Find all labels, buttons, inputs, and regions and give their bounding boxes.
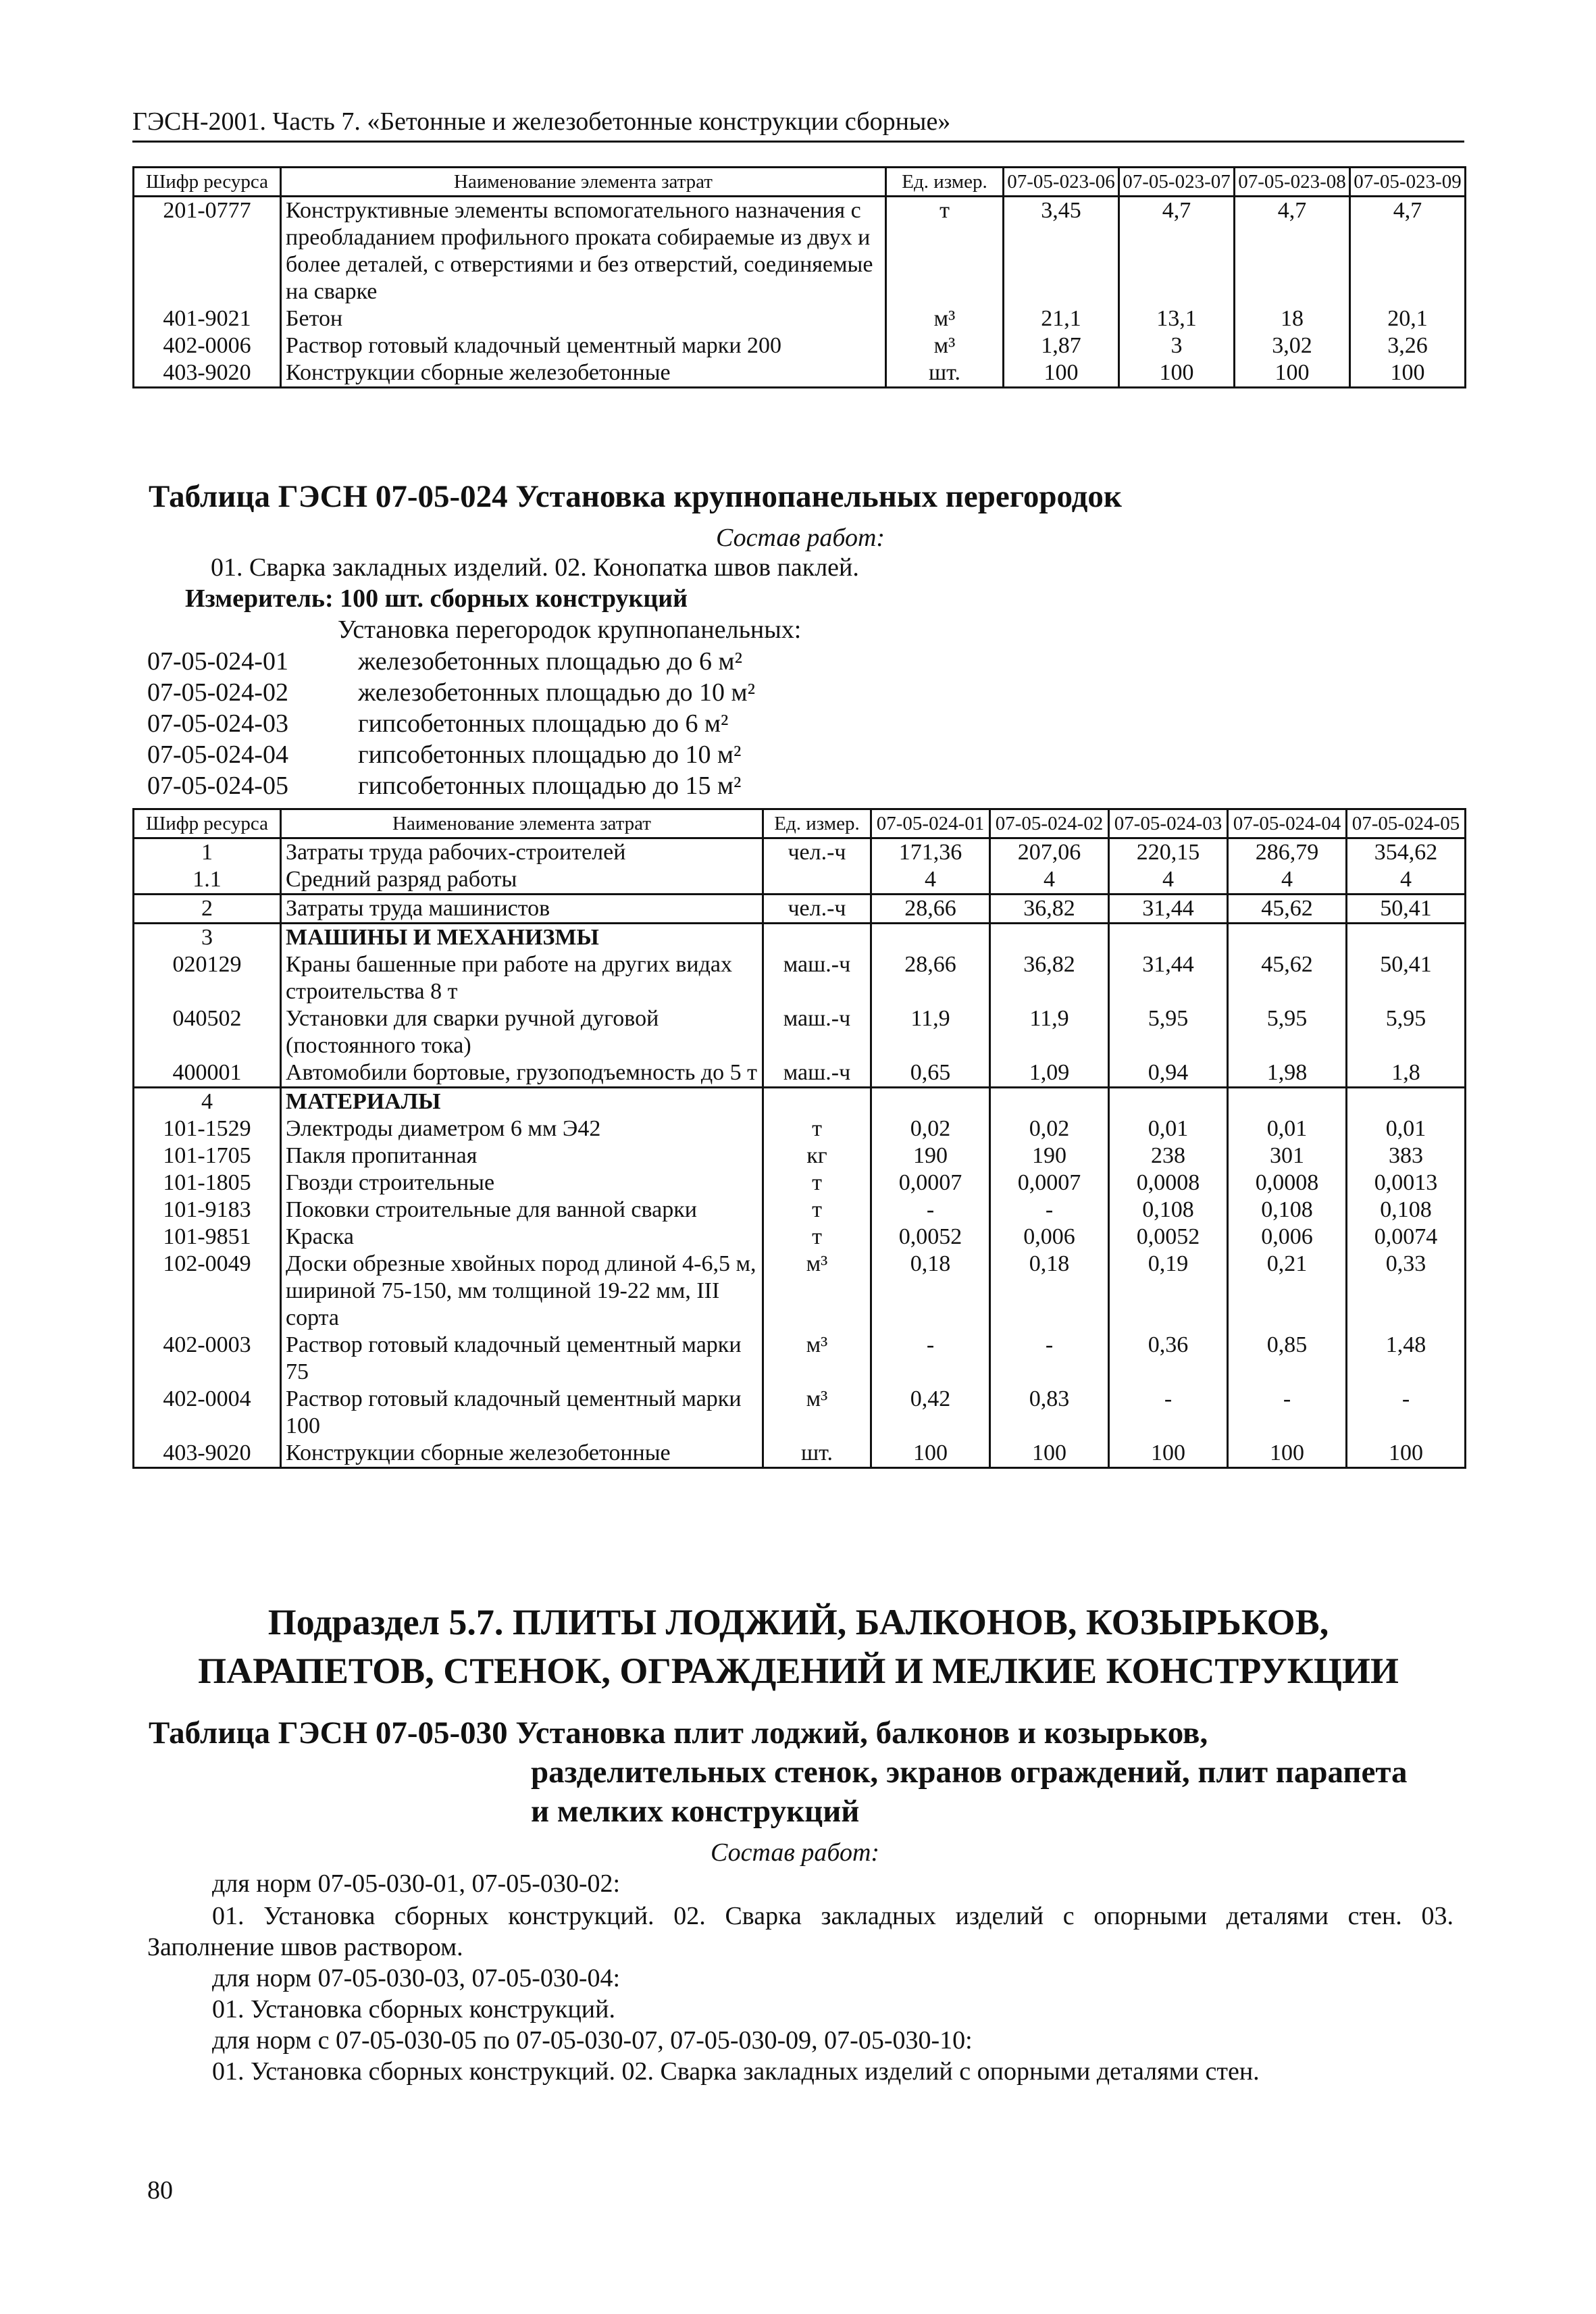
value-cell: 0,01 <box>1347 1115 1466 1142</box>
resource-code: 3 <box>134 924 281 952</box>
cost-element-name: Бетон <box>281 305 886 332</box>
cost-element-name: Поковки строительные для ванной сварки <box>281 1197 763 1224</box>
resource-code: 020129 <box>134 951 281 1005</box>
value-cell: 0,006 <box>990 1224 1109 1251</box>
unit: м³ <box>763 1386 871 1440</box>
value-cell: 45,62 <box>1228 895 1347 924</box>
running-header: ГЭСН-2001. Часть 7. «Бетонные и железобетонные конструкции сборные» <box>132 107 1464 143</box>
value-cell: 171,36 <box>871 838 990 867</box>
value-cell <box>1347 924 1466 952</box>
norm-code: 07-05-024-05 <box>147 772 288 800</box>
value-cell: 3 <box>1119 332 1235 359</box>
column-header: Наименование элемента затрат <box>281 809 763 838</box>
value-cell: 100 <box>1235 359 1350 388</box>
table-header-row <box>134 809 1466 838</box>
unit: т <box>763 1115 871 1142</box>
unit: м³ <box>763 1332 871 1386</box>
value-cell: - <box>1228 1386 1347 1440</box>
group-heading: МАТЕРИАЛЫ <box>281 1088 763 1116</box>
norm-text: гипсобетонных площадью до 10 м² <box>358 740 742 769</box>
unit <box>763 1088 871 1116</box>
table-row <box>134 1088 1466 1116</box>
resource-code: 101-1529 <box>134 1115 281 1142</box>
value-cell: 0,0007 <box>871 1169 990 1197</box>
column-header: 07-05-024-05 <box>1347 809 1466 838</box>
unit <box>763 866 871 895</box>
table-row <box>134 1332 1466 1386</box>
value-cell: 0,0052 <box>1109 1224 1228 1251</box>
value-cell: 0,0008 <box>1228 1169 1347 1197</box>
norm-code: 07-05-024-01 <box>147 647 288 676</box>
value-cell: 0,36 <box>1109 1332 1228 1386</box>
table-row <box>134 332 1466 359</box>
unit <box>763 924 871 952</box>
norm-text: железобетонных площадью до 6 м² <box>358 647 742 676</box>
resource-code: 403-9020 <box>134 359 281 388</box>
value-cell: 100 <box>1004 359 1119 388</box>
resource-code: 402-0003 <box>134 1332 281 1386</box>
value-cell: 3,26 <box>1350 332 1466 359</box>
value-cell: 0,0074 <box>1347 1224 1466 1251</box>
table-row <box>134 1197 1466 1224</box>
column-header: 07-05-023-07 <box>1119 168 1235 197</box>
value-cell: 11,9 <box>990 1005 1109 1059</box>
composition-text: 01. Сварка закладных изделий. 02. Конопатка швов паклей. <box>211 553 859 582</box>
value-cell: 301 <box>1228 1142 1347 1169</box>
value-cell: 18 <box>1235 305 1350 332</box>
unit: маш.-ч <box>763 1005 871 1059</box>
subsection-title-line1: Подраздел 5.7. ПЛИТЫ ЛОДЖИЙ, БАЛКОНОВ, КОЗЫРЬКОВ, <box>267 1602 1329 1642</box>
cost-element-name: Пакля пропитанная <box>281 1142 763 1169</box>
norm-text: гипсобетонных площадью до 6 м² <box>358 709 729 738</box>
value-cell: 100 <box>1347 1440 1466 1468</box>
table-row <box>134 1251 1466 1332</box>
composition-line: Заполнение швов раствором. <box>147 1933 463 1961</box>
value-cell: 3,02 <box>1235 332 1350 359</box>
unit: чел.-ч <box>763 895 871 924</box>
cost-element-name: Раствор готовый кладочный цементный марки 200 <box>281 332 886 359</box>
column-header: 07-05-023-08 <box>1235 168 1350 197</box>
value-cell <box>1109 1088 1228 1116</box>
cost-element-name: Затраты труда машинистов <box>281 895 763 924</box>
unit: м³ <box>886 332 1004 359</box>
table-row <box>134 1386 1466 1440</box>
unit: кг <box>763 1142 871 1169</box>
value-cell: 0,19 <box>1109 1251 1228 1332</box>
value-cell <box>1347 1088 1466 1116</box>
cost-element-name: Доски обрезные хвойных пород длиной 4-6,5 м, шириной 75-150, мм толщиной 19-22 мм, III сорта <box>281 1251 763 1332</box>
table-030-title-line3: и мелких конструкций <box>531 1794 860 1829</box>
value-cell <box>1228 1088 1347 1116</box>
value-cell: 0,01 <box>1109 1115 1228 1142</box>
value-cell: 4,7 <box>1350 197 1466 306</box>
table-024-title: Таблица ГЭСН 07-05-024 Установка крупнопанельных перегородок <box>149 479 1123 514</box>
subsection-title <box>132 1598 1464 1695</box>
resource-code: 400001 <box>134 1059 281 1088</box>
table-030-title-line1: Таблица ГЭСН 07-05-030 Установка плит лоджий, балконов и козырьков, <box>149 1715 1208 1751</box>
value-cell: 13,1 <box>1119 305 1235 332</box>
value-cell: 11,9 <box>871 1005 990 1059</box>
resource-code: 1.1 <box>134 866 281 895</box>
composition-line: для норм 07-05-030-01, 07-05-030-02: <box>212 1869 621 1898</box>
meter-text: Измеритель: 100 шт. сборных конструкций <box>185 584 688 613</box>
value-cell: 354,62 <box>1347 838 1466 867</box>
unit: маш.-ч <box>763 951 871 1005</box>
value-cell: 0,01 <box>1228 1115 1347 1142</box>
table-row <box>134 359 1466 388</box>
value-cell: - <box>1347 1386 1466 1440</box>
column-header: Ед. измер. <box>763 809 871 838</box>
value-cell: 4,7 <box>1235 197 1350 306</box>
composition-line: 01. Установка сборных конструкций. <box>212 1995 615 2023</box>
table-row <box>134 866 1466 895</box>
column-header: Шифр ресурса <box>134 809 281 838</box>
value-cell: 1,98 <box>1228 1059 1347 1088</box>
value-cell: 4 <box>1347 866 1466 895</box>
table-row <box>134 895 1466 924</box>
column-header: 07-05-024-02 <box>990 809 1109 838</box>
value-cell <box>990 924 1109 952</box>
column-header: Ед. измер. <box>886 168 1004 197</box>
resource-code: 403-9020 <box>134 1440 281 1468</box>
table-row <box>134 1169 1466 1197</box>
value-cell: 0,0008 <box>1109 1169 1228 1197</box>
value-cell: 31,44 <box>1109 895 1228 924</box>
resource-code: 201-0777 <box>134 197 281 306</box>
column-header: Шифр ресурса <box>134 168 281 197</box>
value-cell: 0,02 <box>871 1115 990 1142</box>
resource-code: 401-9021 <box>134 305 281 332</box>
value-cell: 0,0007 <box>990 1169 1109 1197</box>
value-cell: 45,62 <box>1228 951 1347 1005</box>
value-cell: 4 <box>990 866 1109 895</box>
resource-code: 1 <box>134 838 281 867</box>
column-header: 07-05-024-04 <box>1228 809 1347 838</box>
composition-line: 01. Установка сборных конструкций. 02. Сварка закладных изделий с опорными деталями стен. <box>212 2057 1260 2086</box>
value-cell: - <box>990 1197 1109 1224</box>
norm-code: 07-05-024-02 <box>147 678 288 707</box>
value-cell: 4 <box>1109 866 1228 895</box>
table-row <box>134 1224 1466 1251</box>
value-cell: 31,44 <box>1109 951 1228 1005</box>
value-cell: 207,06 <box>990 838 1109 867</box>
composition-line: для норм 07-05-030-03, 07-05-030-04: <box>212 1964 621 1992</box>
value-cell: 286,79 <box>1228 838 1347 867</box>
value-cell: 5,95 <box>1228 1005 1347 1059</box>
unit: т <box>763 1169 871 1197</box>
unit: м³ <box>886 305 1004 332</box>
value-cell: 36,82 <box>990 895 1109 924</box>
table-row <box>134 1440 1466 1468</box>
table-row <box>134 305 1466 332</box>
value-cell: 0,0052 <box>871 1224 990 1251</box>
value-cell: 5,95 <box>1347 1005 1466 1059</box>
value-cell: 0,42 <box>871 1386 990 1440</box>
value-cell: 190 <box>871 1142 990 1169</box>
cost-element-name: Электроды диаметром 6 мм Э42 <box>281 1115 763 1142</box>
cost-element-name: Конструкции сборные железобетонные <box>281 359 886 388</box>
composition-line: 01. Установка сборных конструкций. 02. Сварка закладных изделий с опорными деталями стен. 03. <box>212 1902 1453 1930</box>
value-cell: 0,108 <box>1228 1197 1347 1224</box>
table-row <box>134 924 1466 952</box>
norm-code: 07-05-024-04 <box>147 740 288 769</box>
cost-element-name: Гвозди строительные <box>281 1169 763 1197</box>
value-cell: - <box>1109 1386 1228 1440</box>
value-cell: 50,41 <box>1347 895 1466 924</box>
value-cell: 0,18 <box>990 1251 1109 1332</box>
value-cell: 0,33 <box>1347 1251 1466 1332</box>
cost-element-name: Раствор готовый кладочный цементный марки 75 <box>281 1332 763 1386</box>
value-cell <box>871 924 990 952</box>
resource-code: 101-1705 <box>134 1142 281 1169</box>
table-023 <box>132 166 1466 388</box>
value-cell: 100 <box>1119 359 1235 388</box>
resource-code: 4 <box>134 1088 281 1116</box>
value-cell: 3,45 <box>1004 197 1119 306</box>
value-cell: 100 <box>871 1440 990 1468</box>
cost-element-name: Установки для сварки ручной дуговой (постоянного тока) <box>281 1005 763 1059</box>
value-cell: 1,09 <box>990 1059 1109 1088</box>
value-cell <box>1109 924 1228 952</box>
table-030-title-line2: разделительных стенок, экранов ограждений, плит парапета <box>531 1755 1408 1790</box>
value-cell: 20,1 <box>1350 305 1466 332</box>
cost-element-name: Автомобили бортовые, грузоподъемность до 5 т <box>281 1059 763 1088</box>
resource-code: 101-1805 <box>134 1169 281 1197</box>
value-cell: 0,18 <box>871 1251 990 1332</box>
cost-element-name: Средний разряд работы <box>281 866 763 895</box>
table-024 <box>132 808 1466 1469</box>
table-row <box>134 197 1466 306</box>
value-cell: 0,85 <box>1228 1332 1347 1386</box>
resource-code: 101-9851 <box>134 1224 281 1251</box>
table-row <box>134 1115 1466 1142</box>
value-cell: 190 <box>990 1142 1109 1169</box>
table-row <box>134 1142 1466 1169</box>
value-cell: 383 <box>1347 1142 1466 1169</box>
value-cell: 36,82 <box>990 951 1109 1005</box>
resource-code: 402-0004 <box>134 1386 281 1440</box>
value-cell: 4 <box>871 866 990 895</box>
value-cell: - <box>990 1332 1109 1386</box>
unit: т <box>763 1224 871 1251</box>
value-cell: 100 <box>990 1440 1109 1468</box>
unit: маш.-ч <box>763 1059 871 1088</box>
value-cell: 0,0013 <box>1347 1169 1466 1197</box>
value-cell: 0,108 <box>1109 1197 1228 1224</box>
value-cell <box>1228 924 1347 952</box>
value-cell: 100 <box>1109 1440 1228 1468</box>
composition-label: Состав работ: <box>711 1838 880 1867</box>
value-cell: 50,41 <box>1347 951 1466 1005</box>
resource-code: 2 <box>134 895 281 924</box>
value-cell: 28,66 <box>871 895 990 924</box>
value-cell: 0,21 <box>1228 1251 1347 1332</box>
value-cell <box>871 1088 990 1116</box>
column-header: 07-05-023-09 <box>1350 168 1466 197</box>
value-cell: - <box>871 1332 990 1386</box>
page-number: 80 <box>147 2176 173 2205</box>
norm-code: 07-05-024-03 <box>147 709 288 738</box>
unit: т <box>763 1197 871 1224</box>
unit: шт. <box>763 1440 871 1468</box>
cost-element-name: Раствор готовый кладочный цементный марки 100 <box>281 1386 763 1440</box>
value-cell: 0,83 <box>990 1386 1109 1440</box>
composition-line: для норм с 07-05-030-05 по 07-05-030-07, 07-05-030-09, 07-05-030-10: <box>212 2026 973 2055</box>
value-cell: 0,108 <box>1347 1197 1466 1224</box>
table-row <box>134 951 1466 1005</box>
value-cell: 5,95 <box>1109 1005 1228 1059</box>
value-cell: 4,7 <box>1119 197 1235 306</box>
value-cell: 1,87 <box>1004 332 1119 359</box>
value-cell: 0,94 <box>1109 1059 1228 1088</box>
cost-element-name: Краска <box>281 1224 763 1251</box>
value-cell: 1,8 <box>1347 1059 1466 1088</box>
unit: т <box>886 197 1004 306</box>
unit: м³ <box>763 1251 871 1332</box>
subsection-title-line2: ПАРАПЕТОВ, СТЕНОК, ОГРАЖДЕНИЙ И МЕЛКИЕ КОНСТРУКЦИИ <box>198 1651 1399 1691</box>
norm-text: железобетонных площадью до 10 м² <box>358 678 755 707</box>
value-cell <box>990 1088 1109 1116</box>
value-cell: 1,48 <box>1347 1332 1466 1386</box>
unit: чел.-ч <box>763 838 871 867</box>
unit: шт. <box>886 359 1004 388</box>
value-cell: 238 <box>1109 1142 1228 1169</box>
group-heading: МАШИНЫ И МЕХАНИЗМЫ <box>281 924 763 952</box>
value-cell: 0,006 <box>1228 1224 1347 1251</box>
table-header-row <box>134 168 1466 197</box>
value-cell: 220,15 <box>1109 838 1228 867</box>
resource-code: 101-9183 <box>134 1197 281 1224</box>
resource-code: 402-0006 <box>134 332 281 359</box>
column-header: 07-05-023-06 <box>1004 168 1119 197</box>
column-header: Наименование элемента затрат <box>281 168 886 197</box>
table-row <box>134 1059 1466 1088</box>
cost-element-name: Затраты труда рабочих-строителей <box>281 838 763 867</box>
column-header: 07-05-024-03 <box>1109 809 1228 838</box>
resource-code: 102-0049 <box>134 1251 281 1332</box>
resource-code: 040502 <box>134 1005 281 1059</box>
value-cell: 100 <box>1350 359 1466 388</box>
value-cell: - <box>871 1197 990 1224</box>
composition-label: Состав работ: <box>716 524 885 552</box>
table-row <box>134 1005 1466 1059</box>
column-header: 07-05-024-01 <box>871 809 990 838</box>
cost-element-name: Конструктивные элементы вспомогательного назначения с преобладанием профильного проката собираемые из двух и более деталей, с отверстиями и без отверстий, соединяемые на сварке <box>281 197 886 306</box>
value-cell: 0,02 <box>990 1115 1109 1142</box>
cost-element-name: Конструкции сборные железобетонные <box>281 1440 763 1468</box>
value-cell: 21,1 <box>1004 305 1119 332</box>
cost-element-name: Краны башенные при работе на других видах строительства 8 т <box>281 951 763 1005</box>
norm-text: гипсобетонных площадью до 15 м² <box>358 772 742 800</box>
value-cell: 100 <box>1228 1440 1347 1468</box>
value-cell: 28,66 <box>871 951 990 1005</box>
value-cell: 4 <box>1228 866 1347 895</box>
value-cell: 0,65 <box>871 1059 990 1088</box>
table-row <box>134 838 1466 867</box>
norms-intro: Установка перегородок крупнопанельных: <box>338 615 802 644</box>
